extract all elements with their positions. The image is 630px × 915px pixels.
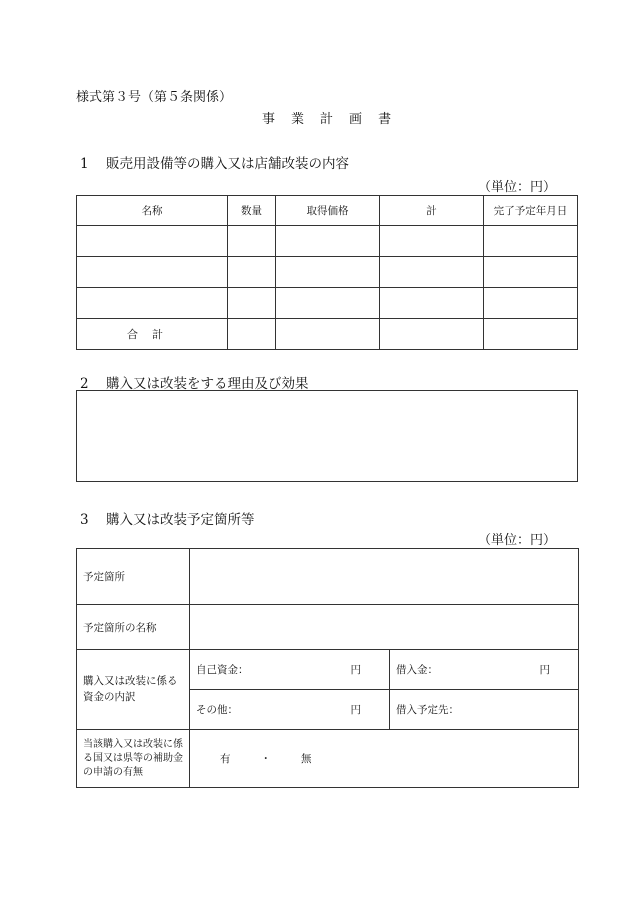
- own-funds-cell[interactable]: [190, 650, 390, 690]
- location-value[interactable]: [190, 549, 579, 605]
- section1-number: 1: [80, 156, 89, 172]
- title-char: 書: [378, 112, 394, 127]
- section1-heading: [80, 152, 349, 172]
- table-row: [77, 226, 578, 257]
- equipment-table: [76, 195, 578, 350]
- document-title: [262, 108, 407, 127]
- cell[interactable]: [380, 257, 484, 288]
- table-header-row: [77, 196, 578, 226]
- section3-heading: [80, 508, 255, 528]
- section1-unit: （単位：円）: [478, 180, 557, 195]
- title-char: 計: [320, 112, 336, 127]
- col-completion-date: 完了予定年月日: [484, 196, 578, 226]
- table-row: [77, 605, 579, 650]
- lender-cell[interactable]: [390, 690, 579, 730]
- other-label: その他：: [196, 704, 238, 716]
- loan-label: 借入金：: [396, 664, 438, 676]
- cell[interactable]: [276, 319, 380, 350]
- cell[interactable]: [484, 226, 578, 257]
- cell[interactable]: [380, 288, 484, 319]
- cell[interactable]: [228, 257, 276, 288]
- cell[interactable]: [228, 319, 276, 350]
- yen-unit: 円: [350, 664, 361, 676]
- cell[interactable]: [77, 226, 228, 257]
- table-row: [77, 730, 579, 788]
- cell[interactable]: [228, 288, 276, 319]
- title-char: 事: [262, 112, 278, 127]
- cell[interactable]: [484, 257, 578, 288]
- separator-dot: ・: [260, 753, 271, 765]
- section3-title: 購入又は改装予定箇所等: [106, 512, 255, 528]
- col-quantity: 数量: [228, 196, 276, 226]
- table-row: [77, 257, 578, 288]
- section3-number: 3: [80, 512, 89, 528]
- cell[interactable]: [77, 257, 228, 288]
- cell[interactable]: [276, 226, 380, 257]
- location-label: 予定箇所: [77, 549, 190, 605]
- cell[interactable]: [77, 288, 228, 319]
- cell[interactable]: [276, 257, 380, 288]
- no-option[interactable]: 無: [301, 753, 312, 765]
- subsidy-label: 当該購入又は改装に係る国又は県等の補助金の申請の有無: [77, 730, 190, 788]
- cell[interactable]: [380, 319, 484, 350]
- section2-heading: [80, 372, 309, 392]
- section3-unit: （単位：円）: [478, 533, 557, 548]
- yen-unit: 円: [350, 704, 361, 716]
- form-number: 様式第３号（第５条関係）: [76, 90, 233, 105]
- table-row: [77, 549, 579, 605]
- own-funds-label: 自己資金：: [196, 664, 249, 676]
- col-price: 取得価格: [276, 196, 380, 226]
- other-cell[interactable]: [190, 690, 390, 730]
- location-table: [76, 548, 579, 788]
- reason-effect-box[interactable]: [76, 390, 578, 482]
- loan-cell[interactable]: [390, 650, 579, 690]
- cell[interactable]: [484, 288, 578, 319]
- subsidy-choice[interactable]: [190, 730, 579, 788]
- table-row: [77, 288, 578, 319]
- yes-option[interactable]: 有: [220, 753, 231, 765]
- cell[interactable]: [380, 226, 484, 257]
- section2-title: 購入又は改装をする理由及び効果: [106, 376, 309, 392]
- cell[interactable]: [276, 288, 380, 319]
- title-char: 画: [349, 112, 365, 127]
- total-label: 合計: [77, 319, 228, 350]
- yen-unit: 円: [539, 664, 550, 676]
- col-total: 計: [380, 196, 484, 226]
- title-char: 業: [291, 112, 307, 127]
- table-row: [77, 650, 579, 690]
- lender-label: 借入予定先：: [396, 704, 459, 716]
- cell[interactable]: [484, 319, 578, 350]
- total-row: [77, 319, 578, 350]
- cell[interactable]: [228, 226, 276, 257]
- section2-number: 2: [80, 376, 89, 392]
- funding-label: 購入又は改装に係る資金の内訳: [77, 650, 190, 730]
- section1-title: 販売用設備等の購入又は店舗改装の内容: [106, 156, 349, 172]
- location-name-value[interactable]: [190, 605, 579, 650]
- col-name: 名称: [77, 196, 228, 226]
- location-name-label: 予定箇所の名称: [77, 605, 190, 650]
